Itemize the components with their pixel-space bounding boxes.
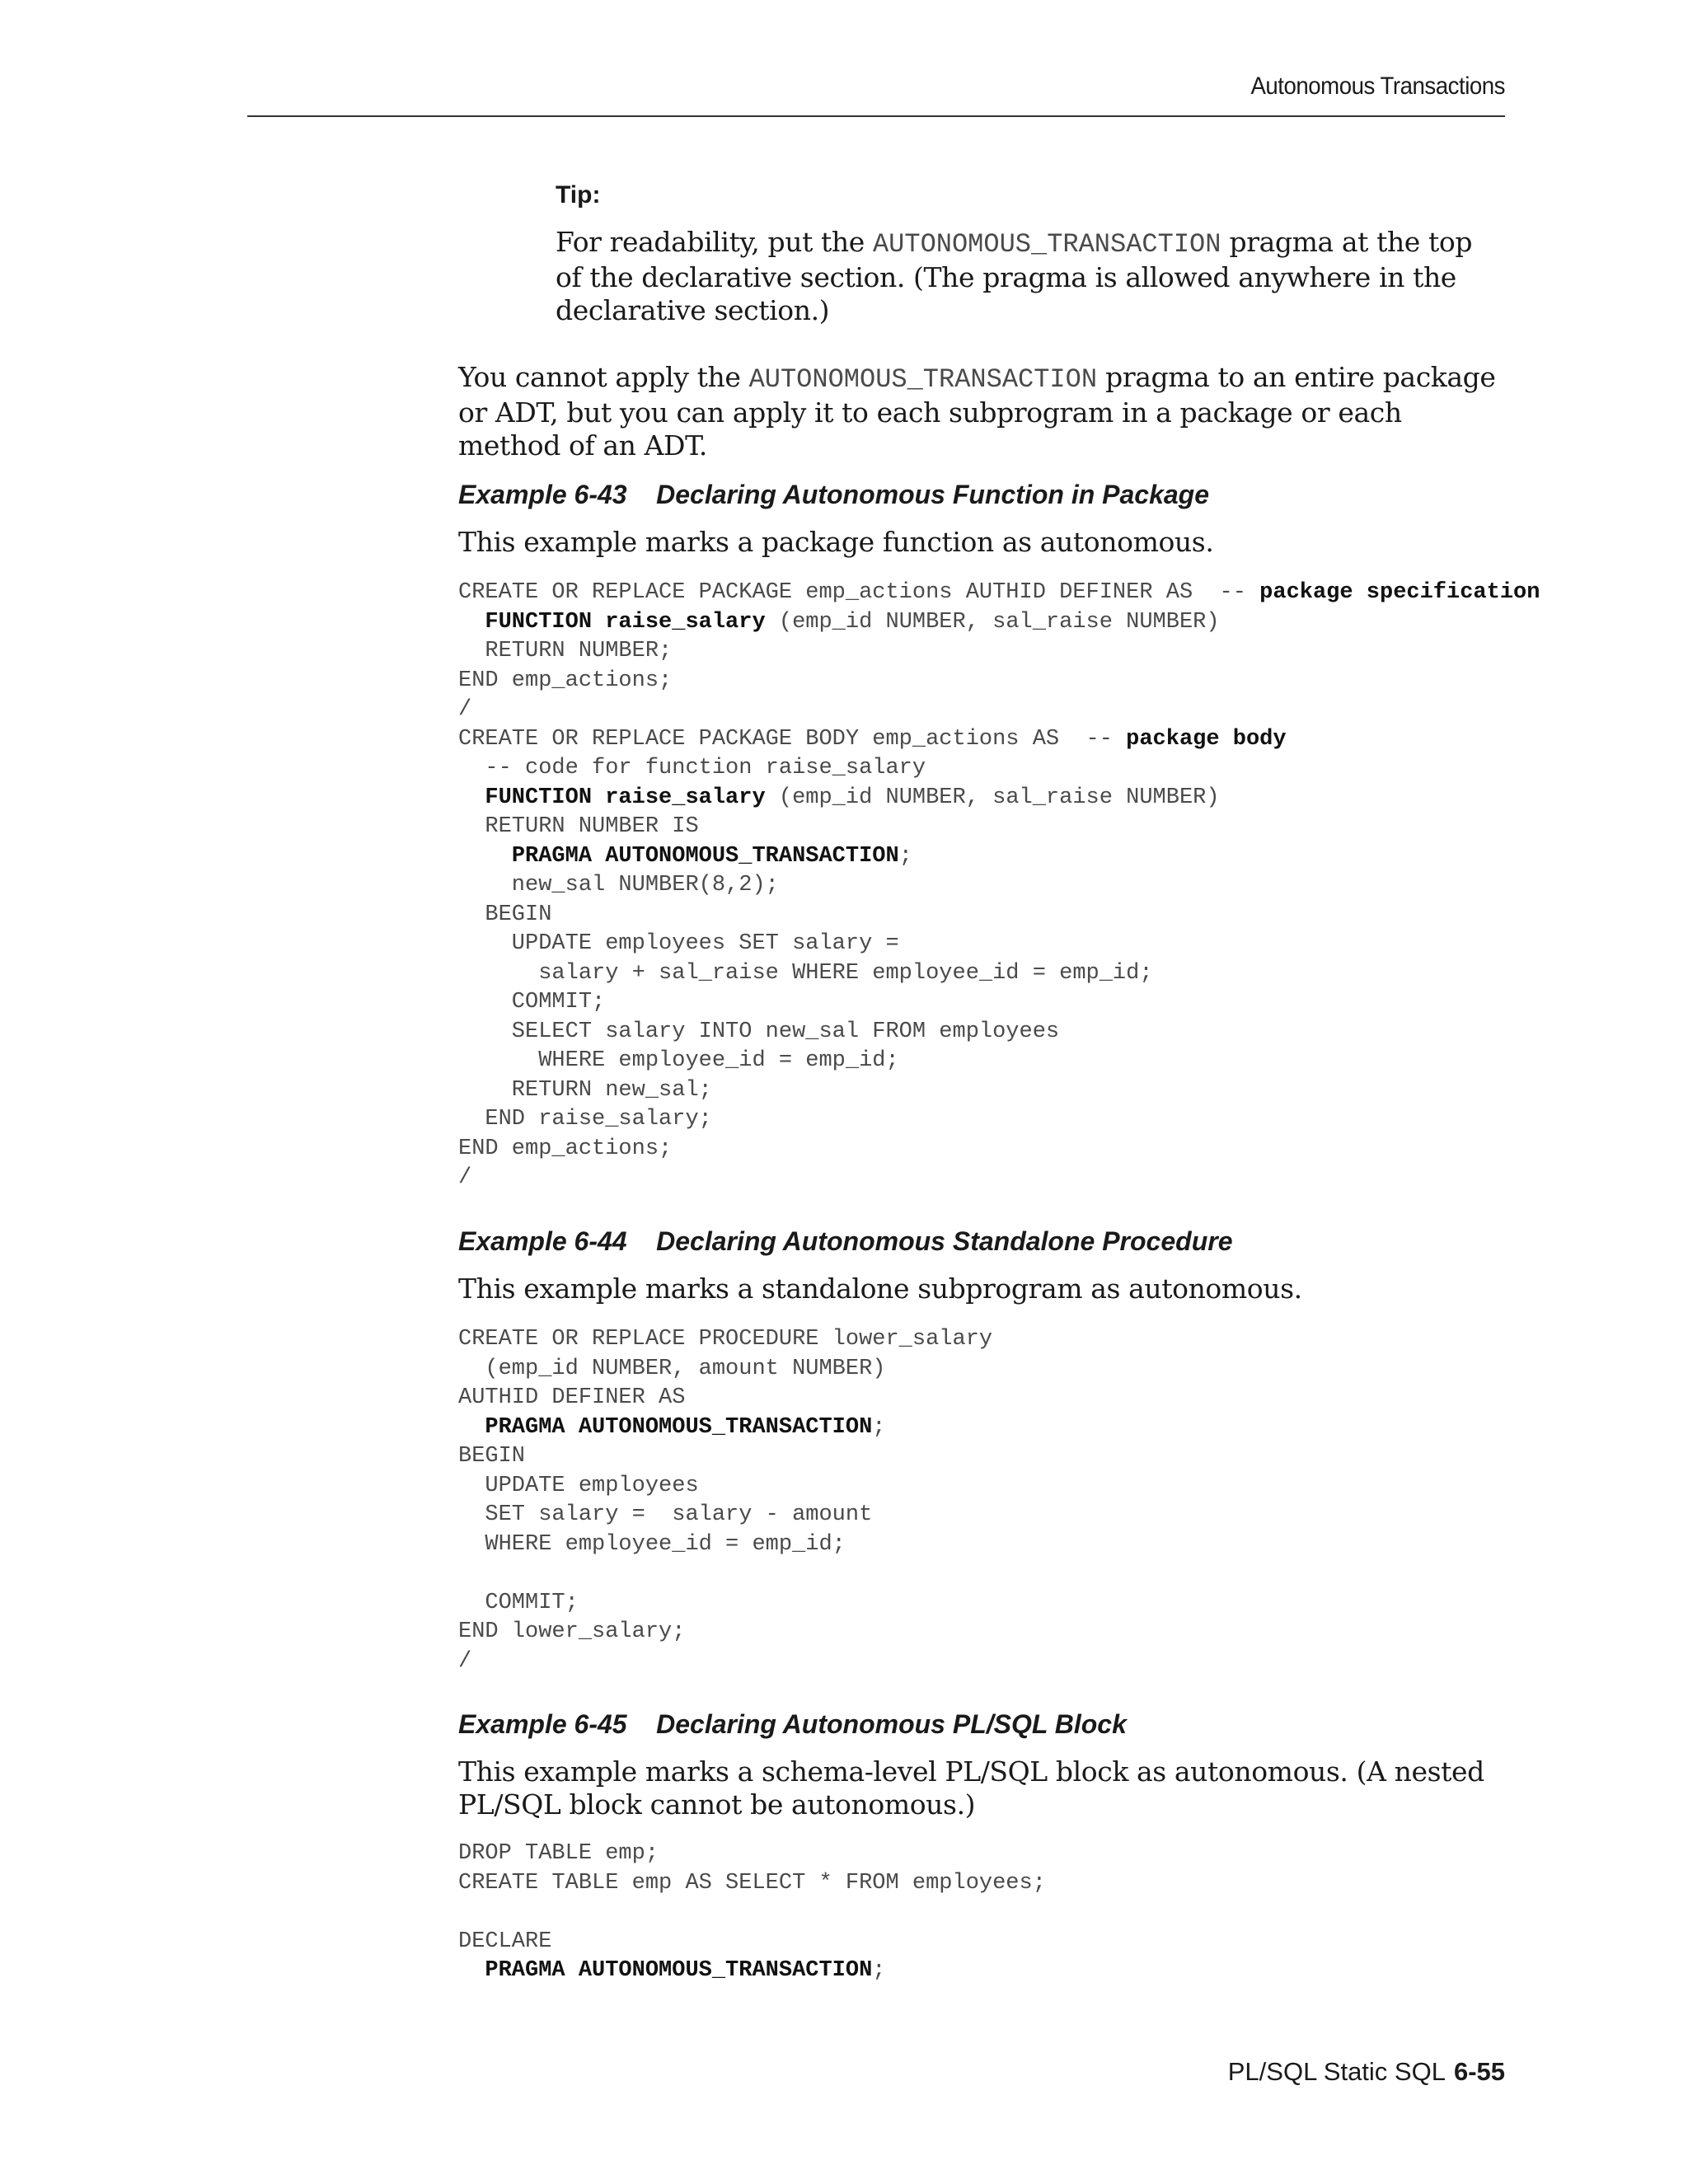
code-line: END raise_salary; [458, 1107, 712, 1132]
code-block [458, 579, 1540, 1193]
code-line: / [458, 697, 472, 722]
code-line: BEGIN [458, 1444, 526, 1469]
page-number: 6-55 [1453, 2057, 1505, 2086]
page-footer [247, 2057, 1505, 2087]
code-line: salary + sal_raise WHERE employee_id = emp_id; [458, 960, 1153, 986]
example-title: Example 6-43 Declaring Autonomous Function in Package [458, 480, 1210, 509]
header-rule [247, 115, 1505, 117]
code-line: RETURN NUMBER; [458, 639, 673, 663]
intro-text-after: pragma to an entire package or ADT, but you can apply it to each subprogram in a package or each method of an ADT. [458, 361, 1496, 462]
code-line: PRAGMA AUTONOMOUS_TRANSACTION; [485, 1414, 886, 1440]
code-line: / [458, 1648, 472, 1674]
code-line: FUNCTION raise_salary (emp_id NUMBER, sal_raise NUMBER) [485, 785, 1220, 810]
code-line: -- code for function raise_salary [458, 756, 926, 780]
code-line: COMMIT; [458, 1590, 579, 1615]
example-description: This example marks a schema-level PL/SQL block as autonomous. (A nested PL/SQL block cannot be autonomous.) [458, 1755, 1484, 1821]
code-line: SET salary = salary - amount [458, 1502, 873, 1527]
intro-paragraph [458, 361, 1505, 462]
code-block [458, 1840, 1522, 1986]
code-block [458, 1325, 1522, 1676]
example-title: Example 6-45 Declaring Autonomous PL/SQL Block [458, 1709, 1127, 1739]
example-description: This example marks a package function as autonomous. [458, 526, 1214, 558]
code-line: CREATE OR REPLACE PACKAGE emp_actions AUTHID DEFINER AS -- package specification [458, 580, 1540, 605]
code-line: / [458, 1165, 472, 1190]
code-line: RETURN NUMBER IS [458, 814, 699, 839]
code-line: END emp_actions; [458, 668, 673, 693]
tip-label: Tip: [556, 181, 601, 209]
code-line: CREATE TABLE emp AS SELECT * FROM employees; [458, 1870, 1046, 1896]
code-line: CREATE OR REPLACE PROCEDURE lower_salary [458, 1327, 993, 1352]
code-line: FUNCTION raise_salary (emp_id NUMBER, sal_raise NUMBER) [485, 609, 1220, 635]
code-line: BEGIN [458, 902, 552, 927]
code-line: PRAGMA AUTONOMOUS_TRANSACTION; [511, 843, 912, 869]
code-line: AUTHID DEFINER AS [458, 1385, 686, 1410]
code-line [458, 1559, 1522, 1589]
code-line: END emp_actions; [458, 1136, 673, 1161]
tip-text [556, 226, 1503, 327]
code-line: DROP TABLE emp; [458, 1841, 659, 1866]
intro-text-before: You cannot apply the [458, 361, 749, 393]
tip-text-after: pragma at the top of the declarative section. (The pragma is allowed anywhere in the declarative section.) [556, 226, 1473, 326]
code-line: WHERE employee_id = emp_id; [458, 1531, 846, 1557]
example-title: Example 6-44 Declaring Autonomous Standalone Procedure [458, 1226, 1233, 1256]
code-line: UPDATE employees [458, 1473, 699, 1498]
code-line: END lower_salary; [458, 1619, 686, 1644]
code-line: COMMIT; [458, 990, 606, 1015]
example-description: This example marks a standalone subprogram as autonomous. [458, 1272, 1302, 1305]
running-header: Autonomous Transactions [1250, 73, 1505, 100]
code-line: (emp_id NUMBER, amount NUMBER) [458, 1356, 886, 1381]
tip-inline-code: AUTONOMOUS_TRANSACTION [872, 229, 1221, 260]
code-line: DECLARE [458, 1929, 552, 1954]
code-line: WHERE employee_id = emp_id; [458, 1048, 899, 1073]
code-line [458, 1898, 1522, 1928]
code-line: RETURN new_sal; [458, 1077, 712, 1103]
code-line: CREATE OR REPLACE PACKAGE BODY emp_actions AS -- package body [458, 726, 1287, 752]
code-line: PRAGMA AUTONOMOUS_TRANSACTION; [485, 1958, 886, 1983]
code-line: SELECT salary INTO new_sal FROM employees [458, 1019, 1060, 1044]
code-line: new_sal NUMBER(8,2); [458, 873, 779, 898]
tip-text-before: For readability, put the [556, 226, 873, 258]
footer-section: PL/SQL Static SQL [1227, 2057, 1446, 2086]
code-line: UPDATE employees SET salary = [458, 931, 899, 956]
intro-inline-code: AUTONOMOUS_TRANSACTION [748, 364, 1098, 395]
